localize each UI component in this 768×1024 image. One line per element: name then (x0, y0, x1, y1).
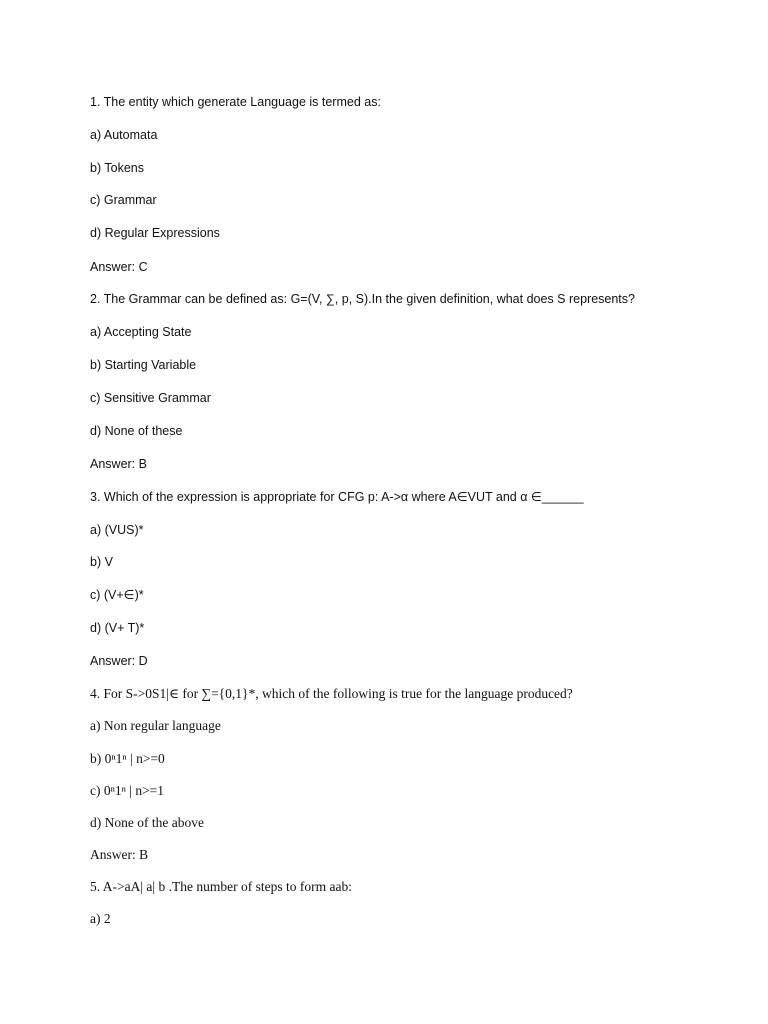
question-4-answer: Answer: B (90, 847, 149, 862)
question-2-option-a: a) Accepting State (90, 325, 192, 339)
question-2-option-b: b) Starting Variable (90, 358, 197, 372)
question-3-option-a: a) (VUS)* (90, 523, 144, 537)
question-4-option-b: b) 0ⁿ1ⁿ | n>=0 (90, 751, 165, 766)
question-1-text: 1. The entity which generate Language is termed as: (90, 95, 381, 109)
question-1-answer: Answer: C (90, 260, 148, 274)
question-2-text: 2. The Grammar can be defined as: G=(V, ∑, p, S).In the given definition, what does S represents? (90, 292, 635, 306)
question-3-option-d: d) (V+ T)* (90, 621, 145, 635)
question-3-option-c: c) (V+∈)* (90, 588, 144, 602)
question-3-text: 3. Which of the expression is appropriate for CFG p: A->α where A∈VUT and α ∈______ (90, 490, 584, 504)
question-2-option-c: c) Sensitive Grammar (90, 391, 211, 405)
question-3-answer: Answer: D (90, 654, 148, 668)
question-4-text: 4. For S->0S1|∈ for ∑={0,1}*, which of the following is true for the language produced? (90, 686, 573, 701)
question-1-option-d: d) Regular Expressions (90, 226, 220, 240)
question-4-option-d: d) None of the above (90, 815, 204, 830)
question-1-option-a: a) Automata (90, 128, 158, 142)
question-3-option-b: b) V (90, 555, 113, 569)
question-4-option-c: c) 0ⁿ1ⁿ | n>=1 (90, 783, 165, 798)
question-1-option-c: c) Grammar (90, 193, 157, 207)
question-4-option-a: a) Non regular language (90, 718, 221, 733)
question-2-answer: Answer: B (90, 457, 147, 471)
question-2-option-d: d) None of these (90, 424, 183, 438)
question-5-text: 5. A->aA| a| b .The number of steps to form aab: (90, 879, 352, 894)
question-1-option-b: b) Tokens (90, 161, 144, 175)
question-5-option-a: a) 2 (90, 911, 111, 926)
